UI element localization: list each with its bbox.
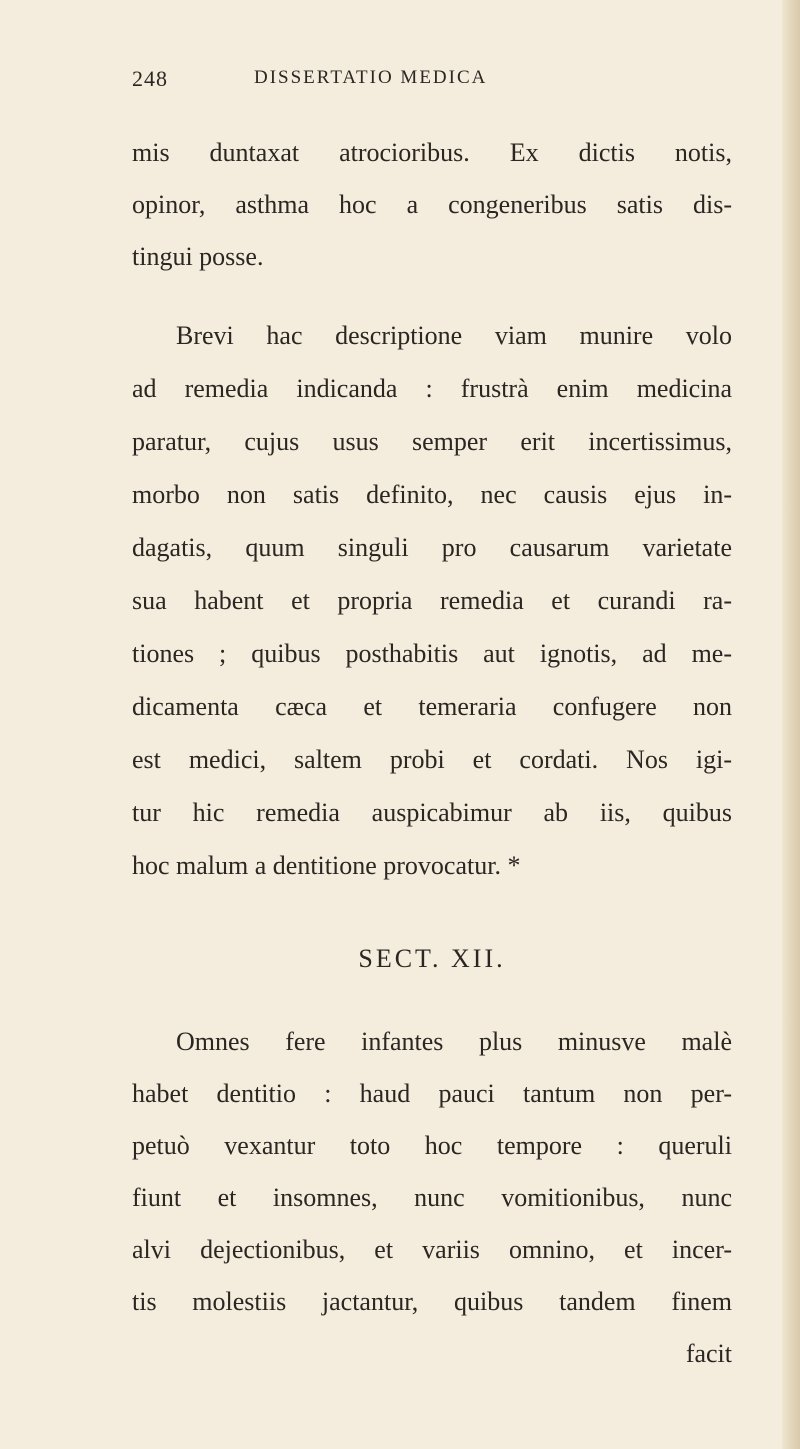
text-line: tis molestiis jactantur, quibus tandem finem: [132, 1287, 732, 1316]
text-line: opinor, asthma hoc a congeneribus satis dis-: [132, 190, 732, 219]
running-header: [132, 66, 572, 100]
text-line: tur hic remedia auspicabimur ab iis, quibus: [132, 798, 732, 827]
text-line: paratur, cujus usus semper erit incertissimus,: [132, 427, 732, 456]
text-line: est medici, saltem probi et cordati. Nos igi-: [132, 745, 732, 774]
section-heading: SECT. XII.: [358, 944, 506, 973]
text-line: sua habent et propria remedia et curandi ra-: [132, 586, 732, 615]
text-line: mis duntaxat atrocioribus. Ex dictis notis,: [132, 138, 732, 167]
text-line: tingui posse.: [132, 242, 264, 271]
text-line: morbo non satis definito, nec causis ejus in-: [132, 480, 732, 509]
text-line: alvi dejectionibus, et variis omnino, et incer-: [132, 1235, 732, 1264]
page-number: 248: [132, 66, 168, 91]
text-line: dagatis, quum singuli pro causarum varietate: [132, 533, 732, 562]
catchword: facit: [685, 1339, 732, 1368]
text-line: dicamenta cæca et temeraria confugere non: [132, 692, 732, 721]
text-line: petuò vexantur toto hoc tempore : queruli: [132, 1131, 732, 1160]
text-line: habet dentitio : haud pauci tantum non per-: [132, 1079, 732, 1108]
text-line: ad remedia indicanda : frustrà enim medicina: [132, 374, 732, 403]
text-line: Brevi hac descriptione viam munire volo: [176, 321, 732, 350]
text-line: Omnes fere infantes plus minusve malè: [176, 1027, 732, 1056]
text-line: hoc malum a dentitione provocatur. *: [132, 851, 521, 880]
text-line: tiones ; quibus posthabitis aut ignotis, ad me-: [132, 639, 732, 668]
page-edge: [782, 0, 800, 1449]
text-line: fiunt et insomnes, nunc vomitionibus, nunc: [132, 1183, 732, 1212]
running-title: DISSERTATIO MEDICA: [254, 67, 488, 88]
